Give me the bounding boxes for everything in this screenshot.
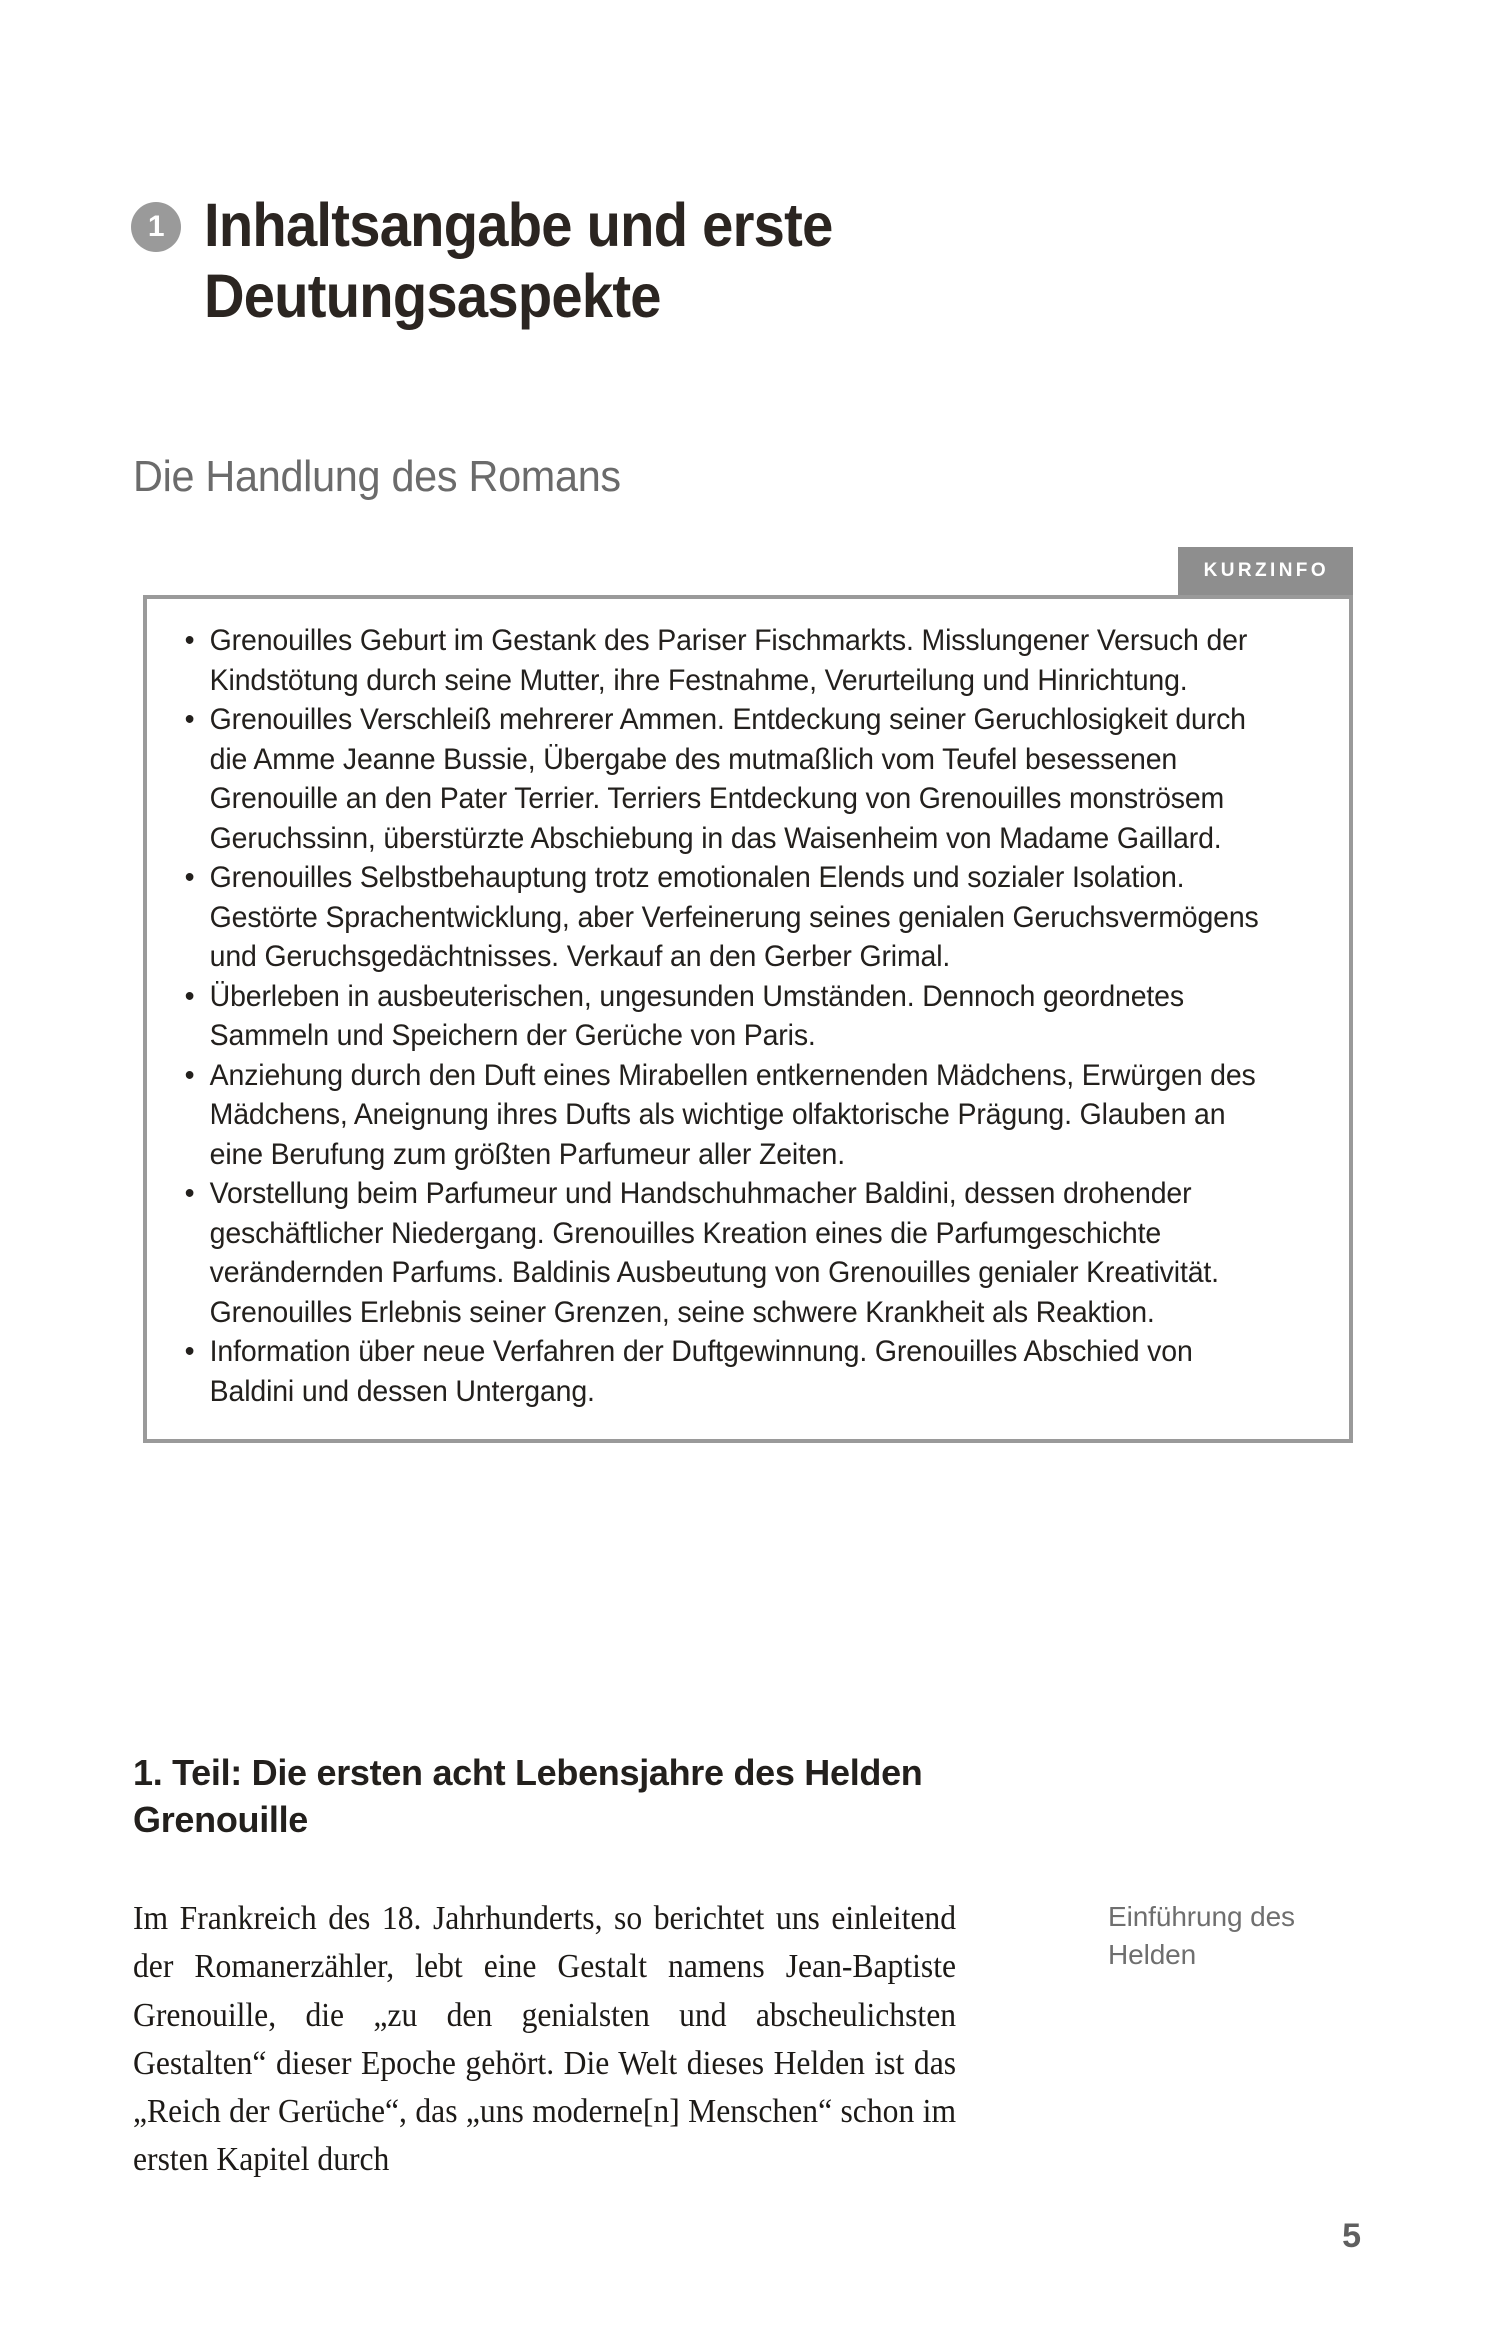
- list-item: [173, 858, 1279, 977]
- list-item-text: Anziehung durch den Duft eines Mirabellen entkernenden Mädchens, Erwürgen des Mädchens, Aneignung ihres Dufts als wichtige olfaktorische Prägung. Glauben an eine Berufung zum größten Parfumeur aller Zeiten.: [209, 1058, 1256, 1171]
- bullet-icon: •: [184, 1177, 195, 1211]
- list-item-text: Grenouilles Geburt im Gestank des Pariser Fischmarkts. Misslungener Versuch der Kindstötung durch seine Mutter, ihre Festnahme, Verurteilung und Hinrichtung.: [209, 624, 1248, 697]
- list-item: [173, 700, 1279, 858]
- list-item: [173, 1056, 1279, 1175]
- list-item-text: Vorstellung beim Parfumeur und Handschuhmacher Baldini, dessen drohender geschäftlicher Niedergang. Grenouilles Kreation eines die Parfumgeschichte verändernden Parfums. Baldinis Ausbeutung von Grenouilles genialer Kreativität. Grenouilles Erlebnis seiner Grenzen, seine schwere Krankheit als Reaktion.: [209, 1177, 1219, 1329]
- page-title: Inhaltsangabe und erste Deutungsaspekte: [204, 191, 833, 330]
- kurzinfo-bullet-list: [173, 621, 1319, 1411]
- list-item-text: Information über neue Verfahren der Duftgewinnung. Grenouilles Abschied von Baldini und dessen Untergang.: [209, 1335, 1193, 1408]
- margin-note: Einführung des Helden: [1108, 1901, 1295, 1971]
- list-item-text: Grenouilles Selbstbehauptung trotz emotionalen Elends und sozialer Isolation. Gestörte Sprachentwicklung, aber Verfeinerung seines genialen Geruchsvermögens und Geruchsgedächtnisses. Verkauf an den Gerber Grimal.: [209, 861, 1259, 974]
- section-subtitle: Die Handlung des Romans: [133, 452, 621, 501]
- kurzinfo-box: [143, 595, 1353, 1443]
- page-number: 5: [1342, 2217, 1361, 2255]
- bullet-icon: •: [184, 861, 195, 895]
- list-item-text: Überleben in ausbeuterischen, ungesunden Umständen. Dennoch geordnetes Sammeln und Speichern der Gerüche von Paris.: [209, 979, 1184, 1053]
- kurzinfo-tab-label: KURZINFO: [1178, 547, 1353, 595]
- bullet-icon: •: [184, 1058, 195, 1092]
- bullet-icon: •: [184, 624, 195, 657]
- chapter-number-badge: 1: [131, 202, 181, 252]
- body-paragraph: Im Frankreich des 18. Jahrhunderts, so berichtet uns einleitend der Romanerzähler, lebt eine Gestalt namens Jean-Baptiste Grenouille, die „zu den genialsten und abscheulichsten Gestalten“ dieser Epoche gehört. Die Welt dieses Helden ist das „Reich der Gerüche“, das „uns moderne[n] Menschen“ schon im ersten Kapitel durch: [133, 1900, 957, 2179]
- list-item: [173, 1174, 1279, 1332]
- list-item: [173, 621, 1279, 700]
- bullet-icon: •: [184, 979, 195, 1013]
- bullet-icon: •: [184, 1335, 195, 1369]
- list-item: [173, 977, 1279, 1056]
- bullet-icon: •: [184, 703, 195, 737]
- list-item: [173, 1332, 1279, 1411]
- list-item-text: Grenouilles Verschleiß mehrerer Ammen. Entdeckung seiner Geruchlosigkeit durch die Amme Jeanne Bussie, Übergabe des mutmaßlich vom Teufel besessenen Grenouille an den Pater Terrier. Terriers Entdeckung von Grenouilles monströsem Geruchssinn, überstürzte Abschiebung in das Waisenheim von Madame Gaillard.: [209, 703, 1246, 855]
- chapter-heading: [131, 190, 1231, 332]
- part-heading: 1. Teil: Die ersten acht Lebensjahre des Helden Grenouille: [133, 1752, 923, 1840]
